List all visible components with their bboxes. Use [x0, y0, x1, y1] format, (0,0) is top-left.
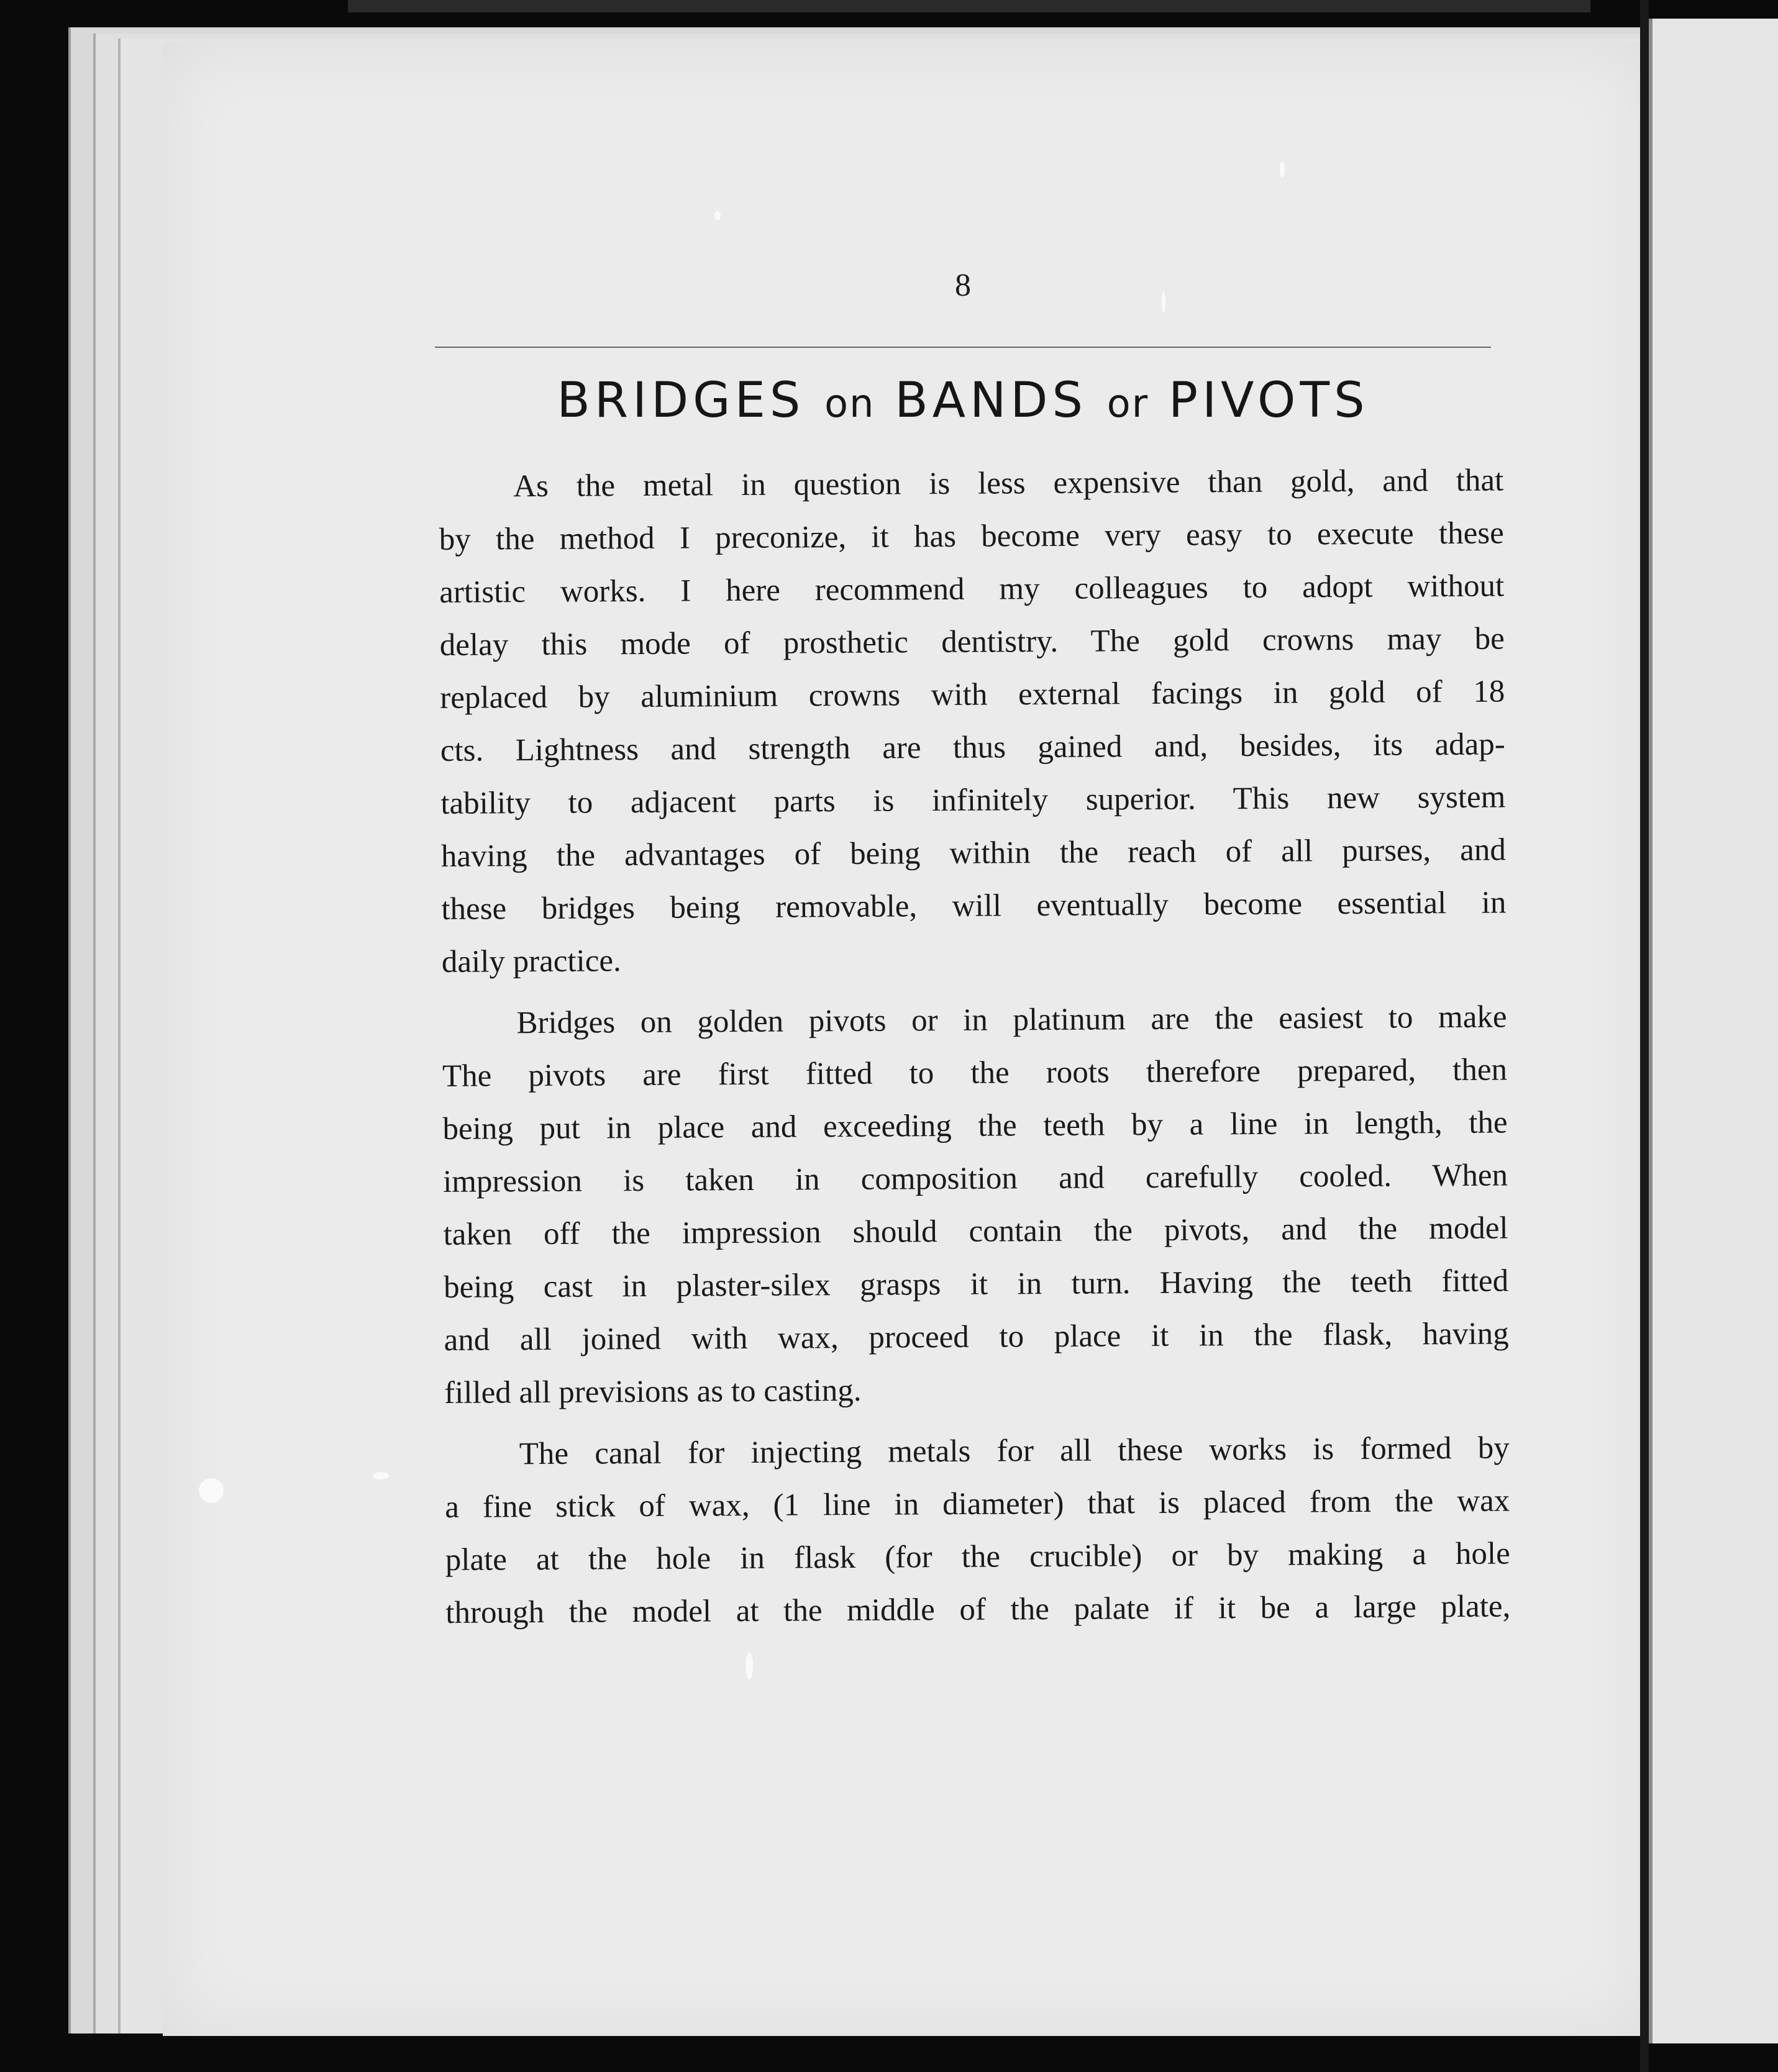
title-word: or: [1106, 381, 1149, 426]
text-line: being put in place and exceeding the teeth by a line in length, the: [442, 1105, 1508, 1147]
text-line: The canal for injecting metals for all these works is formed by: [519, 1430, 1510, 1472]
text-line: delay this mode of prosthetic dentistry. The gold crowns may be: [439, 621, 1505, 663]
text-line: filled all previsions as to casting.: [444, 1373, 862, 1411]
paragraph: [442, 991, 1509, 1420]
text-line: Bridges on golden pivots or in platinum are the easiest to make: [516, 999, 1507, 1041]
title-word: on: [824, 381, 875, 426]
text-line: The pivots are first fitted to the roots therefore prepared, then: [442, 1052, 1508, 1094]
text-line: these bridges being removable, will eventually become essential in: [441, 885, 1507, 927]
text-line: replaced by aluminium crowns with external facings in gold of 18: [440, 674, 1505, 716]
text-line: cts. Lightness and strength are thus gained and, besides, its adap-: [440, 727, 1505, 768]
dust-speck: [714, 211, 721, 220]
title-word: BANDS: [895, 373, 1087, 429]
page-number: 8: [955, 268, 971, 303]
page-title: [435, 373, 1491, 429]
adjacent-page: [1649, 19, 1778, 2043]
header-rule: [435, 347, 1491, 348]
scan-border: [348, 0, 1590, 12]
dust-speck: [199, 1478, 224, 1503]
text-line: a fine stick of wax, (1 line in diameter) that is placed from the wax: [445, 1483, 1510, 1525]
paragraph: [445, 1422, 1511, 1640]
body-text: [439, 455, 1511, 1648]
paragraph: [439, 455, 1507, 989]
text-line: having the advantages of being within the reach of all purses, and: [440, 832, 1507, 874]
dust-speck: [745, 1652, 753, 1679]
dust-speck: [373, 1472, 389, 1479]
text-line: impression is taken in composition and carefully cooled. When: [442, 1158, 1508, 1199]
adjacent-page-edge: [1649, 19, 1653, 2043]
title-word: PIVOTS: [1169, 373, 1369, 429]
title-word: BRIDGES: [557, 373, 805, 429]
text-line: by the method I preconize, it has become very easy to execute these: [439, 516, 1504, 557]
text-line: plate at the hole in flask (for the crucible) or by making a hole: [445, 1536, 1510, 1578]
text-line: and all joined with wax, proceed to place it in the flask, having: [444, 1316, 1509, 1358]
text-line: taken off the impression should contain the pivots, and the model: [443, 1211, 1508, 1252]
text-line: artistic works. I here recommend my colleagues to adopt without: [439, 568, 1505, 610]
dust-speck: [1162, 292, 1165, 313]
text-line: daily practice.: [441, 943, 621, 979]
book-spine: [1640, 0, 1649, 2072]
text-line: through the model at the middle of the palate if it be a large plate,: [445, 1589, 1511, 1630]
dust-speck: [1280, 161, 1285, 178]
text-line: tability to adjacent parts is infinitely superior. This new system: [440, 779, 1506, 821]
text-line: being cast in plaster-silex grasps it in turn. Having the teeth fitted: [443, 1263, 1509, 1305]
text-line: As the metal in question is less expensive than gold, and that: [513, 463, 1504, 504]
